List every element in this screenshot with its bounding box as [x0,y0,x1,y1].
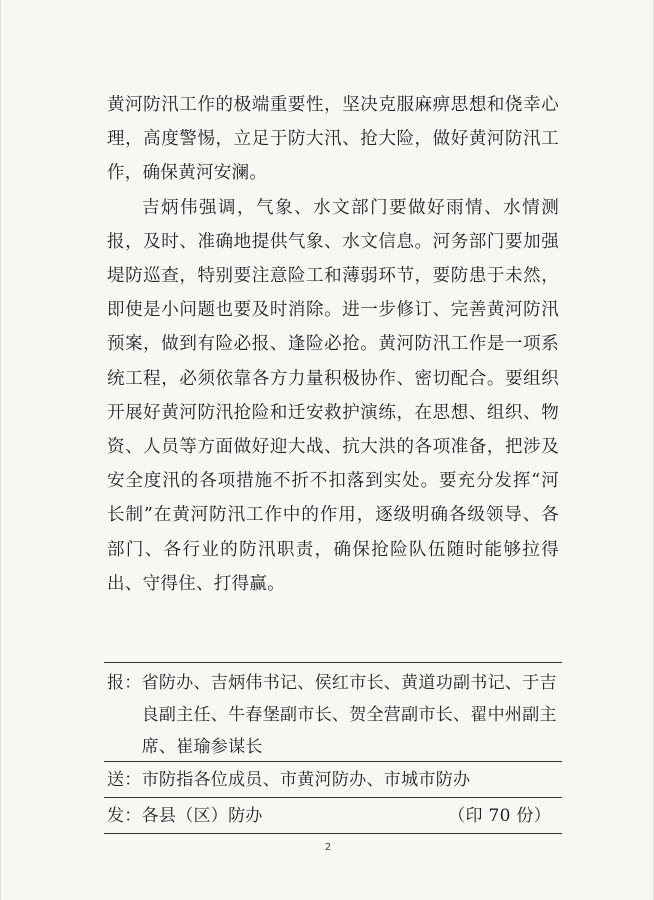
distribution-song-label: 送： [107,770,142,790]
distribution-fa-recipients: 各县（区）防办 [141,806,263,826]
distribution-song [107,764,559,796]
distribution-bao-recipients: 省防办、吉炳伟书记、侯红市长、黄道功副书记、于吉良副主任、牛春堡副市长、贺全营副市长、翟中州副主席、崔瑜参谋长 [141,673,557,757]
page-number: 2 [324,842,332,853]
divider-line [104,761,562,762]
distribution-bao-label: 报： [107,673,142,693]
body-text [107,88,559,601]
paragraph-1: 黄河防汛工作的极端重要性，坚决克服麻痹思想和侥幸心理，高度警惕，立足于防大汛、抢大险，做好黄河防汛工作，确保黄河安澜。 [107,95,559,184]
distribution-song-recipients: 市防指各位成员、市黄河防办、市城市防办 [141,770,471,790]
distribution-fa [107,800,559,832]
distribution-bao [107,667,559,763]
distribution-fa-label: 发： [107,806,142,826]
divider-line [104,797,562,798]
print-copies: （印 70 份） [448,806,551,826]
divider-line [104,833,562,834]
paragraph-2: 吉炳伟强调，气象、水文部门要做好雨情、水情测报，及时、准确地提供气象、水文信息。河务部门要加强堤防巡查，特别要注意险工和薄弱环节，要防患于未然，即使是小问题也要及时消除。进一步修订、完善黄河防汛预案，做到有险必报、逢险必抢。黄河防汛工作是一项系统工程，必须依靠各方力量积极协作、密切配合。要组织开展好黄河防汛抢险和迁安救护演练，在思想、组织、物资、人员等方面做好迎大战、抗大洪的各项准备，把涉及安全度汛的各项措施不折不扣落到实处。要充分发挥“河长制”在黄河防汛工作中的作用，逐级明确各级领导、各部门、各行业的防汛职责，确保抢险队伍随时能够拉得出、守得住、打得赢。 [107,197,559,594]
divider-line [104,662,562,663]
